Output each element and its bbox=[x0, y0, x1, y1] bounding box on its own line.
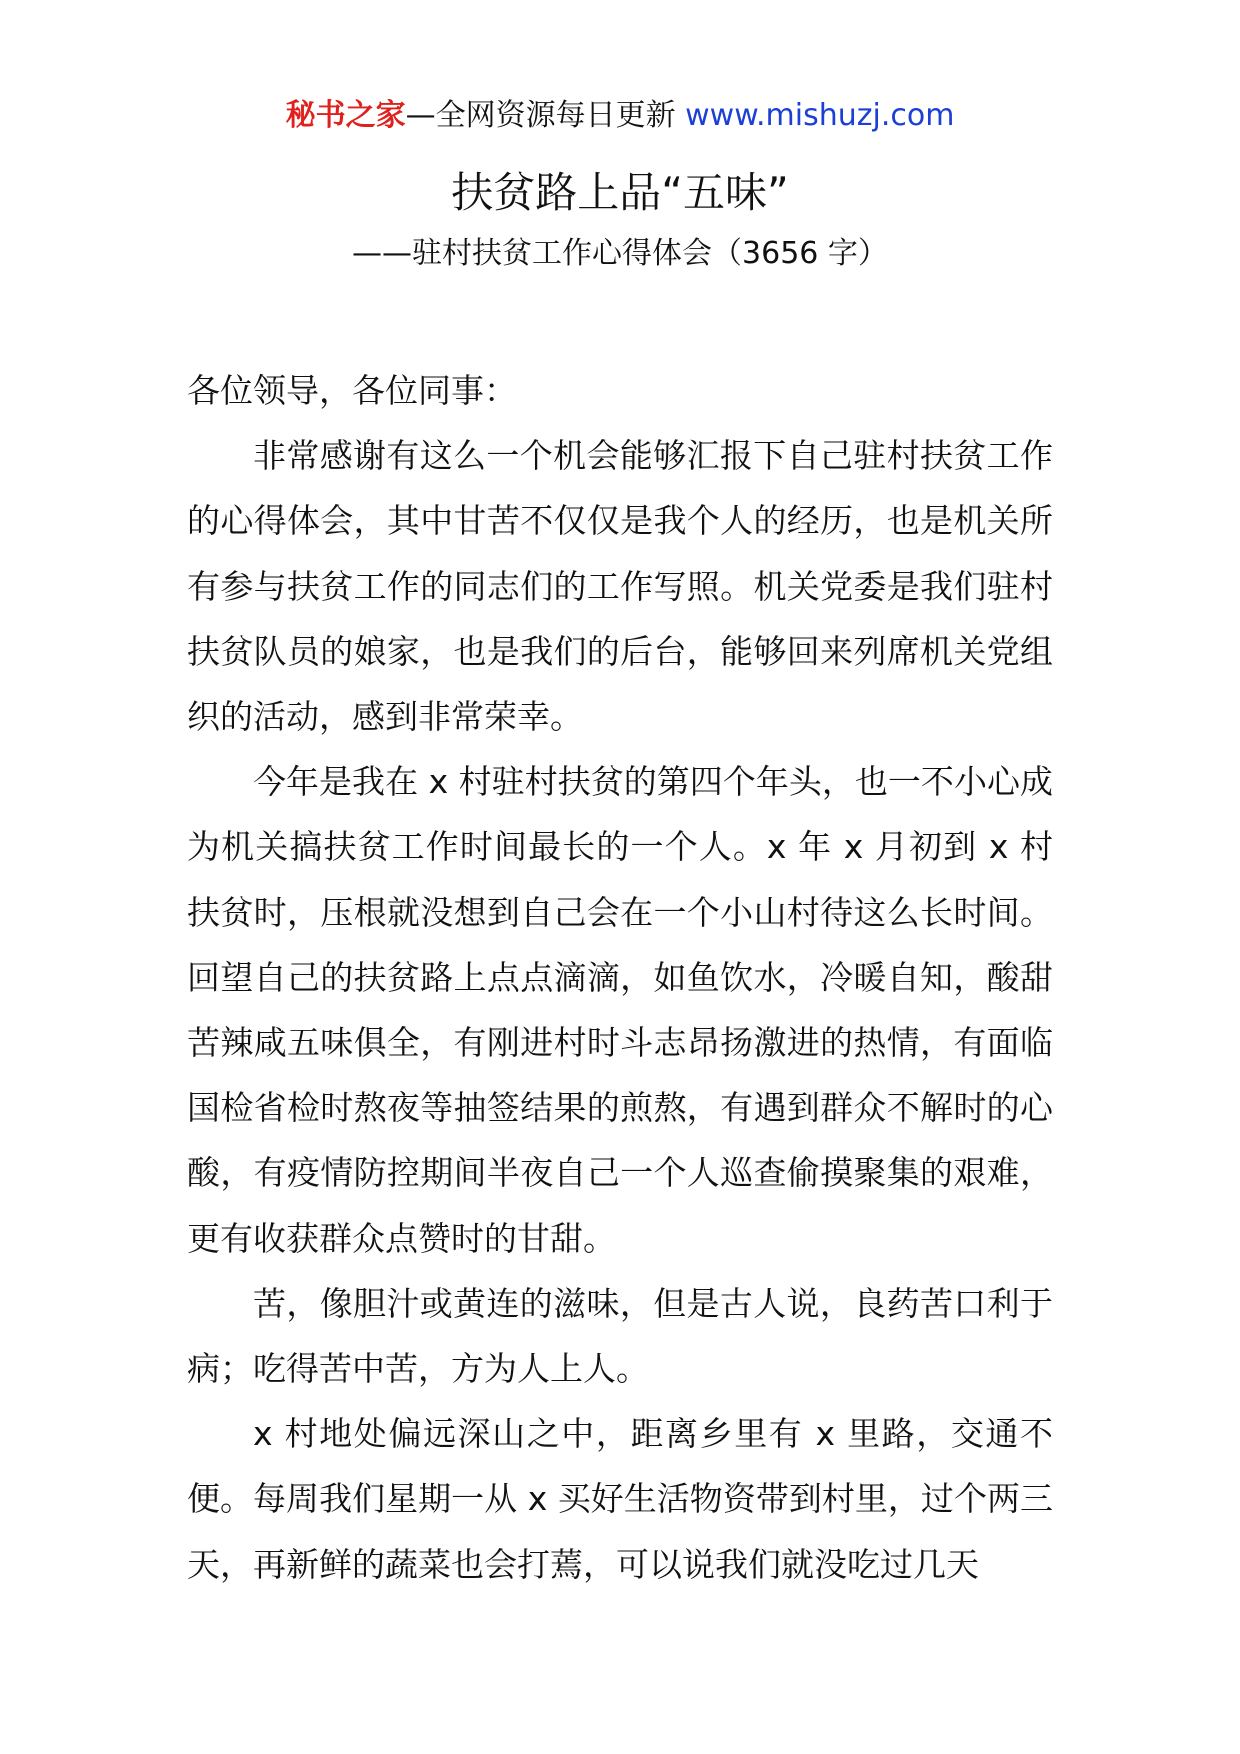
banner-tagline: —全网资源每日更新 bbox=[405, 98, 686, 133]
paragraph: 今年是我在 x 村驻村扶贫的第四个年头，也一不小心成为机关搞扶贫工作时间最长的一个人。x 年 x 月初到 x 村扶贫时，压根就没想到自己会在一个小山村待这么长时间。回望自己的扶贫路上点点滴滴，如鱼饮水，冷暖自知，酸甜苦辣咸五味俱全，有刚进村时斗志昂扬激进的热情，有面临国检省检时熬夜等抽签结果的煎熬，有遇到群众不解时的心酸，有疫情防控期间半夜自己一个人巡查偷摸聚集的艰难，更有收获群众点赞时的甘甜。 bbox=[187, 762, 1053, 1258]
document-title: 扶贫路上品“五味” bbox=[451, 168, 789, 217]
brand-name: 秘书之家 bbox=[285, 98, 406, 133]
site-banner bbox=[0, 96, 1240, 136]
document-body bbox=[187, 358, 1053, 1597]
salutation: 各位领导，各位同事： bbox=[187, 371, 517, 410]
site-url-link[interactable]: www.mishuzj.com bbox=[685, 98, 955, 133]
document-subtitle: ——驻村扶贫工作心得体会（3656 字） bbox=[352, 236, 888, 271]
paragraph: 非常感谢有这么一个机会能够汇报下自己驻村扶贫工作的心得体会，其中甘苦不仅仅是我个人的经历，也是机关所有参与扶贫工作的同志们的工作写照。机关党委是我们驻村扶贫队员的娘家，也是我们的后台，能够回来列席机关党组织的活动，感到非常荣幸。 bbox=[187, 436, 1053, 737]
paragraph: x 村地处偏远深山之中，距离乡里有 x 里路，交通不便。每周我们星期一从 x 买好生活物资带到村里，过个两三天，再新鲜的蔬菜也会打蔫，可以说我们就没吃过几天 bbox=[187, 1414, 1053, 1584]
paragraph: 苦，像胆汁或黄连的滋味，但是古人说，良药苦口利于病；吃得苦中苦，方为人上人。 bbox=[187, 1283, 1053, 1389]
